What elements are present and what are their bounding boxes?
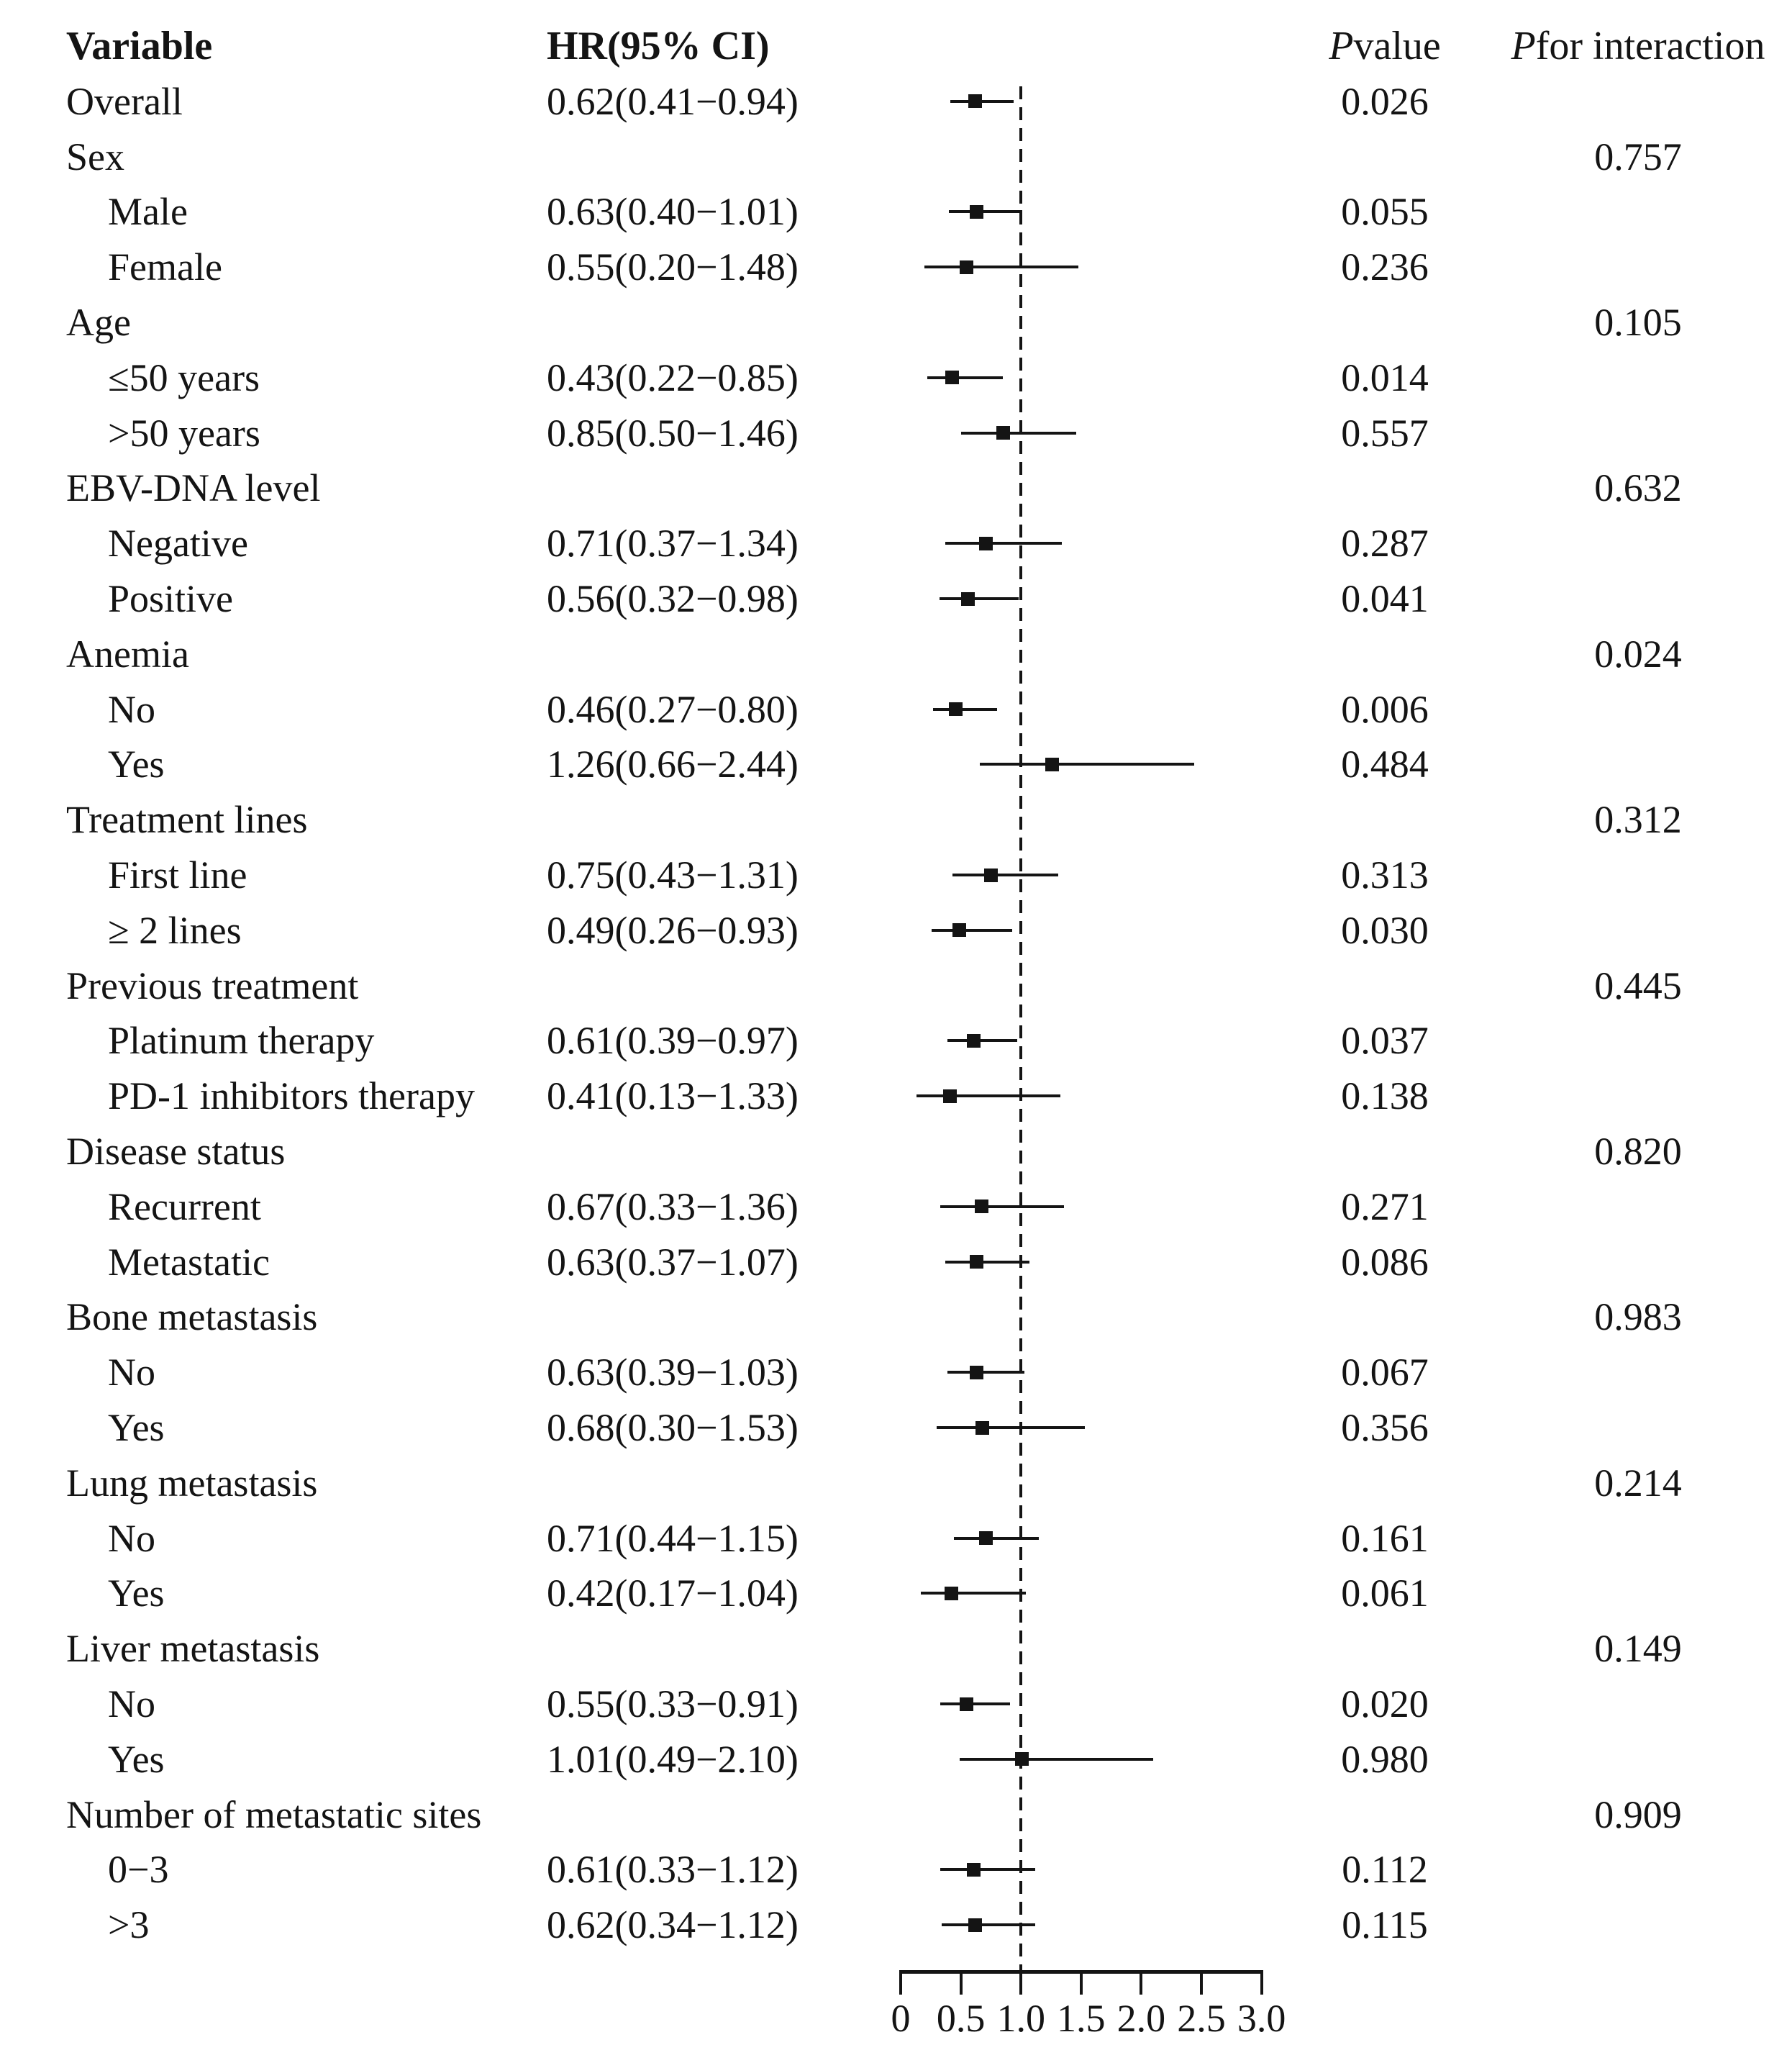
- row-p-interaction: 0.445: [1594, 963, 1682, 1007]
- p-value-header-italic-p: P: [1329, 24, 1354, 68]
- row-p-interaction: 0.214: [1594, 1461, 1682, 1505]
- row-label-subgroup: ≥ 2 lines: [108, 908, 242, 952]
- ci-bar: [947, 1039, 1017, 1042]
- row-label-subgroup: 0−3: [108, 1848, 169, 1892]
- row-label-subgroup: >3: [108, 1903, 150, 1947]
- x-axis-tick: [1080, 1970, 1083, 1995]
- ci-bar: [940, 1205, 1064, 1208]
- row-hr-ci-text: 0.61(0.33−1.12): [547, 1848, 799, 1892]
- row-p-value: 0.014: [1341, 355, 1429, 399]
- row-p-value: 0.980: [1341, 1737, 1429, 1781]
- row-p-interaction: 0.632: [1594, 466, 1682, 510]
- ci-bar: [924, 266, 1078, 268]
- ci-bar: [940, 597, 1019, 600]
- ci-bar: [937, 1426, 1085, 1429]
- row-hr-ci-text: 0.63(0.40−1.01): [547, 190, 799, 234]
- row-label-group: Overall: [66, 79, 183, 123]
- row-label-subgroup: >50 years: [108, 411, 260, 455]
- point-estimate-marker: [975, 1421, 989, 1435]
- row-p-value: 0.557: [1341, 411, 1429, 455]
- row-p-value: 0.138: [1341, 1074, 1429, 1118]
- row-label-subgroup: Yes: [108, 1737, 165, 1781]
- reference-line-hr-1: [1019, 86, 1022, 1970]
- point-estimate-marker: [968, 94, 982, 108]
- row-hr-ci-text: 0.71(0.37−1.34): [547, 522, 799, 566]
- column-header-hr-ci: HR(95% CI): [547, 24, 770, 68]
- row-p-value: 0.236: [1341, 245, 1429, 289]
- ci-bar: [927, 376, 1003, 379]
- row-p-value: 0.037: [1341, 1019, 1429, 1063]
- x-axis-tick: [1260, 1970, 1263, 1995]
- row-hr-ci-text: 0.55(0.20−1.48): [547, 245, 799, 289]
- point-estimate-marker: [970, 1255, 983, 1269]
- row-hr-ci-text: 0.85(0.50−1.46): [547, 411, 799, 455]
- row-label-subgroup: No: [108, 1351, 155, 1394]
- row-p-interaction: 0.105: [1594, 301, 1682, 344]
- row-p-value: 0.006: [1341, 687, 1429, 731]
- point-estimate-marker: [943, 1089, 957, 1103]
- row-label-group: Number of metastatic sites: [66, 1792, 482, 1836]
- row-hr-ci-text: 0.61(0.39−0.97): [547, 1019, 799, 1063]
- row-label-subgroup: Platinum therapy: [108, 1019, 375, 1063]
- row-hr-ci-text: 0.46(0.27−0.80): [547, 687, 799, 731]
- ci-bar: [952, 874, 1058, 876]
- row-hr-ci-text: 0.63(0.39−1.03): [547, 1351, 799, 1394]
- row-p-interaction: 0.149: [1594, 1627, 1682, 1671]
- point-estimate-marker: [960, 260, 973, 274]
- row-p-interaction: 0.820: [1594, 1130, 1682, 1173]
- row-p-value: 0.061: [1341, 1572, 1429, 1615]
- row-p-interaction: 0.312: [1594, 798, 1682, 842]
- row-hr-ci-text: 0.49(0.26−0.93): [547, 908, 799, 952]
- x-axis-tick-label: 3.0: [1237, 1997, 1286, 2040]
- point-estimate-marker: [979, 1531, 993, 1545]
- ci-bar: [980, 763, 1194, 766]
- x-axis-tick-label: 2.0: [1116, 1997, 1166, 2040]
- row-label-subgroup: Female: [108, 245, 222, 289]
- row-hr-ci-text: 0.62(0.34−1.12): [547, 1903, 799, 1947]
- point-estimate-marker: [996, 426, 1010, 440]
- row-label-group: Sex: [66, 135, 124, 178]
- ci-bar: [940, 1868, 1035, 1871]
- point-estimate-marker: [968, 1918, 982, 1932]
- row-p-interaction: 0.024: [1594, 632, 1682, 676]
- point-estimate-marker: [1045, 758, 1059, 771]
- x-axis-tick: [1019, 1970, 1022, 1995]
- row-p-value: 0.115: [1342, 1903, 1428, 1947]
- row-p-value: 0.287: [1341, 522, 1429, 566]
- row-p-value: 0.484: [1341, 743, 1429, 786]
- row-label-subgroup: Male: [108, 190, 188, 234]
- row-p-value: 0.041: [1341, 577, 1429, 620]
- row-label-subgroup: Recurrent: [108, 1184, 261, 1228]
- row-label-subgroup: Positive: [108, 577, 234, 620]
- row-label-subgroup: No: [108, 1682, 155, 1725]
- row-hr-ci-text: 0.56(0.32−0.98): [547, 577, 799, 620]
- row-label-subgroup: Yes: [108, 743, 165, 786]
- ci-bar: [940, 1702, 1010, 1705]
- ci-bar: [917, 1094, 1061, 1097]
- p-interaction-header-rest: for interaction: [1535, 24, 1765, 68]
- point-estimate-marker: [1015, 1752, 1029, 1766]
- row-p-value: 0.112: [1342, 1848, 1428, 1892]
- ci-bar: [960, 1758, 1153, 1761]
- row-hr-ci-text: 0.42(0.17−1.04): [547, 1572, 799, 1615]
- ci-bar: [961, 432, 1077, 435]
- row-p-interaction: 0.757: [1594, 135, 1682, 178]
- row-hr-ci-text: 0.71(0.44−1.15): [547, 1516, 799, 1560]
- row-hr-ci-text: 1.26(0.66−2.44): [547, 743, 799, 786]
- row-p-interaction: 0.983: [1594, 1295, 1682, 1339]
- row-p-value: 0.086: [1341, 1240, 1429, 1284]
- row-hr-ci-text: 0.63(0.37−1.07): [547, 1240, 799, 1284]
- ci-bar: [949, 210, 1022, 213]
- point-estimate-marker: [949, 702, 963, 716]
- column-header-p-value: [1255, 17, 1514, 75]
- point-estimate-marker: [961, 592, 975, 606]
- point-estimate-marker: [970, 205, 983, 219]
- point-estimate-marker: [945, 371, 959, 384]
- row-hr-ci-text: 0.67(0.33−1.36): [547, 1184, 799, 1228]
- ci-bar: [942, 1923, 1035, 1926]
- point-estimate-marker: [967, 1034, 981, 1048]
- point-estimate-marker: [975, 1199, 988, 1213]
- row-label-group: Liver metastasis: [66, 1627, 320, 1671]
- point-estimate-marker: [984, 869, 998, 882]
- row-label-group: Anemia: [66, 632, 189, 676]
- ci-bar: [945, 1261, 1029, 1264]
- ci-bar: [947, 1371, 1024, 1374]
- row-p-interaction: 0.909: [1594, 1792, 1682, 1836]
- row-p-value: 0.313: [1341, 853, 1429, 897]
- row-label-subgroup: No: [108, 1516, 155, 1560]
- row-label-group: Age: [66, 301, 131, 344]
- ci-bar: [921, 1592, 1025, 1595]
- row-p-value: 0.161: [1341, 1516, 1429, 1560]
- row-label-subgroup: Yes: [108, 1406, 165, 1449]
- row-label-subgroup: Negative: [108, 522, 248, 566]
- row-label-group: Treatment lines: [66, 798, 308, 842]
- row-hr-ci-text: 0.55(0.33−0.91): [547, 1682, 799, 1725]
- point-estimate-marker: [979, 537, 993, 550]
- row-hr-ci-text: 0.62(0.41−0.94): [547, 79, 799, 123]
- row-p-value: 0.271: [1341, 1184, 1429, 1228]
- row-label-subgroup: ≤50 years: [108, 355, 260, 399]
- ci-bar: [933, 708, 997, 711]
- row-label-subgroup: Yes: [108, 1572, 165, 1615]
- ci-bar: [954, 1537, 1040, 1540]
- point-estimate-marker: [952, 923, 966, 937]
- x-axis-tick-label: 1.5: [1057, 1997, 1106, 2040]
- row-hr-ci-text: 0.68(0.30−1.53): [547, 1406, 799, 1449]
- row-label-subgroup: PD-1 inhibitors therapy: [108, 1074, 475, 1118]
- row-p-value: 0.026: [1341, 79, 1429, 123]
- point-estimate-marker: [970, 1366, 983, 1379]
- point-estimate-marker: [945, 1587, 958, 1600]
- row-p-value: 0.020: [1341, 1682, 1429, 1725]
- row-p-value: 0.356: [1341, 1406, 1429, 1449]
- row-p-value: 0.030: [1341, 908, 1429, 952]
- row-hr-ci-text: 0.75(0.43−1.31): [547, 853, 799, 897]
- row-label-group: EBV-DNA level: [66, 466, 321, 510]
- column-header-variable: Variable: [66, 24, 213, 68]
- ci-bar: [932, 929, 1012, 932]
- x-axis-tick-label: 1.0: [996, 1997, 1045, 2040]
- row-label-subgroup: First line: [108, 853, 247, 897]
- row-label-group: Previous treatment: [66, 963, 359, 1007]
- row-p-value: 0.055: [1341, 190, 1429, 234]
- row-hr-ci-text: 0.41(0.13−1.33): [547, 1074, 799, 1118]
- x-axis-tick: [1200, 1970, 1203, 1995]
- point-estimate-marker: [960, 1697, 973, 1711]
- x-axis-tick: [899, 1970, 902, 1995]
- row-label-subgroup: No: [108, 687, 155, 731]
- point-estimate-marker: [967, 1863, 981, 1877]
- row-label-group: Lung metastasis: [66, 1461, 318, 1505]
- row-hr-ci-text: 1.01(0.49−2.10): [547, 1737, 799, 1781]
- row-hr-ci-text: 0.43(0.22−0.85): [547, 355, 799, 399]
- p-value-header-rest: value: [1353, 24, 1441, 68]
- x-axis-tick-label: 0.5: [936, 1997, 986, 2040]
- row-label-group: Bone metastasis: [66, 1295, 318, 1339]
- row-p-value: 0.067: [1341, 1351, 1429, 1394]
- x-axis-tick-label: 0: [891, 1997, 911, 2040]
- p-interaction-header-italic-p: P: [1511, 24, 1536, 68]
- x-axis-tick-label: 2.5: [1177, 1997, 1226, 2040]
- ci-bar: [945, 542, 1062, 545]
- row-label-group: Disease status: [66, 1130, 286, 1173]
- column-header-p-interaction: [1487, 17, 1789, 75]
- row-label-subgroup: Metastatic: [108, 1240, 270, 1284]
- x-axis-tick: [960, 1970, 963, 1995]
- x-axis-tick: [1140, 1970, 1142, 1995]
